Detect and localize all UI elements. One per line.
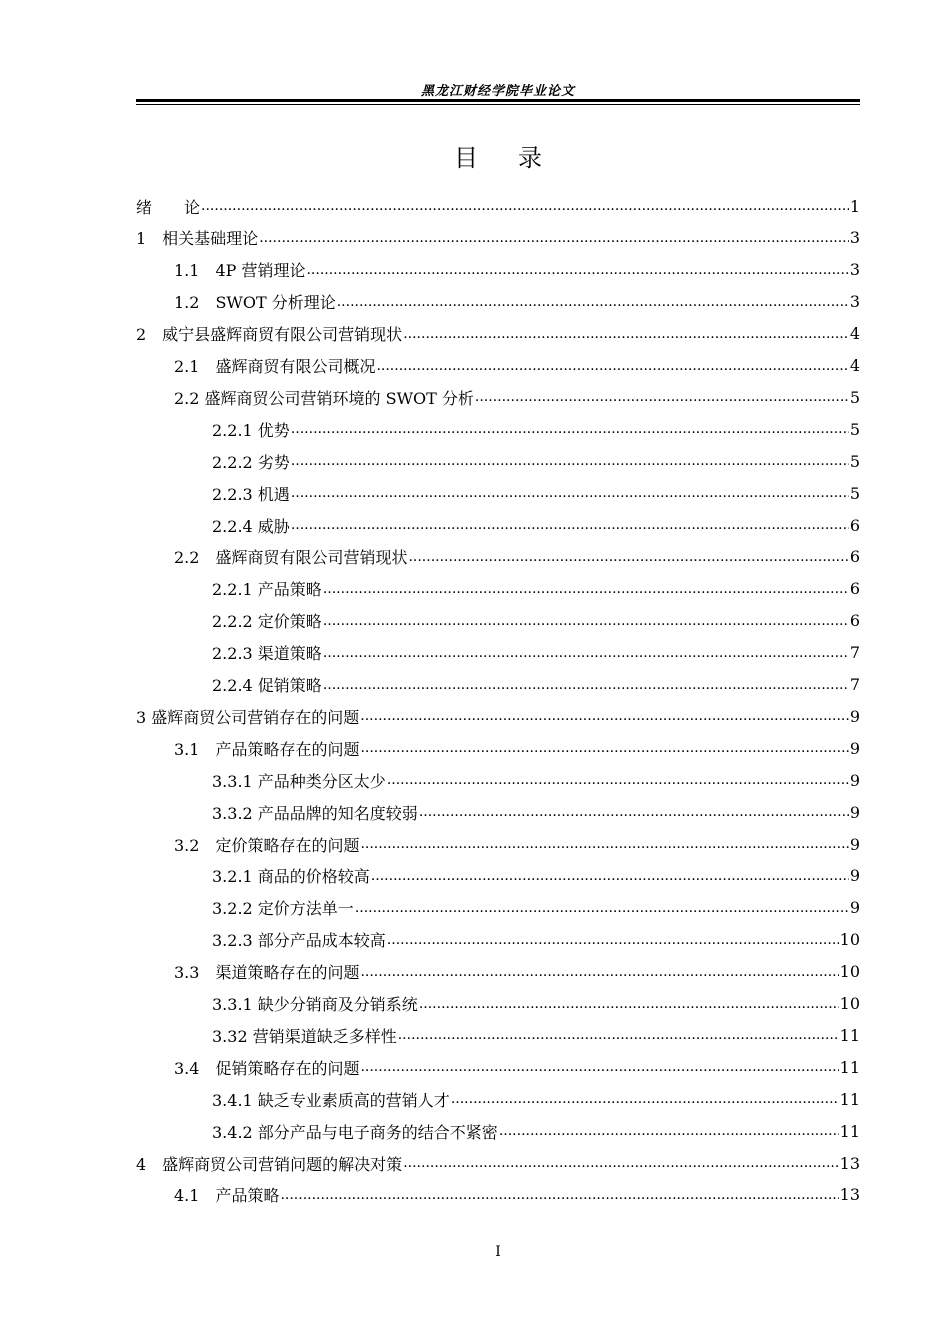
toc-entry-label: 4.1 产品策略 [174,1186,280,1206]
toc-entry-label: 2.2.2 劣势 [212,452,290,472]
toc-entry-label: 1 相关基础理论 [136,229,259,249]
toc-entry-page: 5 [849,451,860,471]
toc-entry-page: 4 [849,356,860,375]
toc-dot-leader [360,965,838,979]
toc-entry[interactable] [136,573,860,605]
toc-entry[interactable] [136,381,860,413]
toc-entry-label: 3.3.1 产品种类分区太少 [212,771,386,791]
toc-entry[interactable] [136,1019,860,1051]
toc-entry[interactable] [136,764,860,796]
toc-entry-label: 2.2.3 渠道策略 [212,644,322,664]
toc-dot-leader [475,390,849,404]
toc-entry[interactable] [136,318,860,350]
toc-entry-page: 9 [849,706,860,726]
toc-entry-label: 4 盛辉商贸公司营销问题的解决对策 [136,1154,403,1174]
toc-entry-page: 10 [839,930,860,950]
toc-entry-label: 2.2.1 优势 [212,420,290,440]
toc-entry-label: 3.2.2 定价方法单一 [212,899,354,919]
toc-entry-page: 9 [849,834,860,854]
toc-entry[interactable] [136,1051,860,1083]
toc-entry[interactable] [136,828,860,860]
toc-entry-label: 2.2.3 机遇 [212,484,290,504]
toc-entry[interactable] [136,190,860,222]
toc-dot-leader [408,550,848,564]
toc-entry-label: 3.3 渠道策略存在的问题 [174,963,360,983]
toc-entry[interactable] [136,956,860,988]
toc-entry-label: 3.3.2 产品品牌的知名度较弱 [212,803,418,823]
header-rule-thick [136,99,860,102]
toc-entry-label: 2.2.2 定价策略 [212,612,322,632]
toc-entry[interactable] [136,860,860,892]
toc-entry-page: 11 [839,1025,860,1045]
toc-dot-leader [403,1156,838,1170]
toc-entry[interactable] [136,1179,860,1211]
toc-entry[interactable] [136,413,860,445]
toc-entry-page: 1 [849,196,860,216]
toc-entry-label: 1.1 4P 营销理论 [174,261,306,281]
toc-entry-label: 3 盛辉商贸公司营销存在的问题 [136,707,360,727]
toc-dot-leader [337,295,849,309]
toc-entry-page: 7 [849,675,860,694]
toc-entry[interactable] [136,445,860,477]
toc-dot-leader [323,582,849,596]
toc-entry[interactable] [136,700,860,732]
toc-entry-page: 5 [849,387,860,407]
toc-entry[interactable] [136,892,860,924]
toc-entry-page: 6 [849,579,860,599]
toc-entry[interactable] [136,1147,860,1179]
toc-dot-leader [291,486,849,500]
toc-entry-label: 3.4.1 缺乏专业素质高的营销人才 [212,1090,450,1110]
toc-entry-label: 2.2.1 产品策略 [212,580,322,600]
toc-dot-leader [360,709,849,723]
toc-dot-leader [323,614,849,628]
toc-entry-label: 2.2 盛辉商贸公司营销环境的 SWOT 分析 [174,388,474,408]
toc-entry-label: 2 威宁县盛辉商贸有限公司营销现状 [136,325,403,345]
toc-entry-page: 4 [849,324,860,344]
toc-entry-label: 2.2.4 促销策略 [212,676,322,695]
toc-title: 目录 [454,144,582,172]
toc-entry[interactable] [136,541,860,573]
toc-dot-leader [306,263,848,277]
toc-dot-leader [291,454,849,468]
toc-dot-leader [291,422,849,436]
toc-entry[interactable] [136,350,860,382]
toc-entry-label: 绪 论 [136,197,201,217]
toc-dot-leader [387,933,839,947]
toc-entry-label: 3.4.2 部分产品与电子商务的结合不紧密 [212,1122,498,1142]
toc-entry[interactable] [136,477,860,509]
toc-entry-label: 3.2 定价策略存在的问题 [174,835,360,855]
toc-dot-leader [323,678,849,692]
header-rule-thin [136,104,860,105]
toc-dot-leader [360,1060,838,1074]
toc-entry[interactable] [136,1115,860,1147]
toc-entry-label: 3.4 促销策略存在的问题 [174,1058,360,1078]
toc-dot-leader [387,773,849,787]
toc-entry-page: 9 [849,866,860,886]
toc-entry[interactable] [136,924,860,956]
toc-entry-page: 10 [839,994,860,1013]
toc-entry-page: 10 [839,962,860,982]
toc-entry-label: 3.32 营销渠道缺乏多样性 [212,1026,397,1046]
page-number: I [495,1244,501,1260]
toc-dot-leader [323,646,849,660]
toc-entry[interactable] [136,254,860,286]
toc-entry-page: 6 [849,515,860,535]
toc-entry[interactable] [136,796,860,828]
toc-entry[interactable] [136,286,860,318]
toc-entry-page: 5 [849,419,860,439]
toc-entry-page: 6 [849,547,860,567]
toc-entry[interactable] [136,988,860,1020]
toc-entry-label: 1.2 SWOT 分析理论 [174,293,336,313]
toc-entry-page: 3 [849,260,860,280]
toc-entry-page: 9 [849,770,860,790]
toc-entry[interactable] [136,732,860,764]
toc-entry[interactable] [136,669,860,701]
header-title: 黑龙江财经学院毕业论文 [420,84,575,99]
toc-entry-page: 13 [839,1153,860,1173]
toc-entry-label: 2.1 盛辉商贸有限公司概况 [174,357,376,376]
toc-dot-leader [398,1028,839,1042]
toc-dot-leader [291,518,849,532]
toc-dot-leader [355,901,849,915]
toc-entry-label: 3.3.1 缺少分销商及分销系统 [212,995,418,1014]
toc-dot-leader [371,869,849,883]
toc-entry-page: 11 [839,1121,860,1141]
toc-dot-leader [376,359,848,373]
toc-entry-page: 5 [849,483,860,503]
toc-entry-page: 9 [849,898,860,918]
toc-entry[interactable] [136,637,860,669]
toc-dot-leader [403,327,849,341]
toc-entry[interactable] [136,509,860,541]
toc-entry-label: 3.2.1 商品的价格较高 [212,867,370,887]
toc-entry-page: 3 [849,228,860,248]
toc-entry-label: 3.2.3 部分产品成本较高 [212,931,386,951]
toc-entry-page: 13 [839,1185,860,1205]
toc-dot-leader [499,1124,839,1138]
toc-entry-page: 7 [849,643,860,663]
toc-dot-leader [360,837,848,851]
toc-dot-leader [259,231,849,245]
toc-entry-label: 3.1 产品策略存在的问题 [174,739,360,759]
toc-entry[interactable] [136,1083,860,1115]
toc-entry-page: 6 [849,611,860,631]
toc-dot-leader [419,805,849,819]
toc-dot-leader [201,199,849,213]
toc-entry-page: 9 [849,802,860,822]
toc-entry-page: 3 [849,292,860,312]
toc-entry-label: 2.2.4 威胁 [212,516,290,536]
toc-entry-page: 9 [849,738,860,758]
toc-entry[interactable] [136,222,860,254]
toc-dot-leader [280,1188,838,1202]
toc-entry-label: 2.2 盛辉商贸有限公司营销现状 [174,548,408,568]
toc-entry-page: 11 [839,1089,860,1109]
toc-entry[interactable] [136,605,860,637]
toc-dot-leader [451,1092,839,1106]
toc-entry-page: 11 [839,1057,860,1077]
toc-dot-leader [360,741,848,755]
toc-dot-leader [419,997,839,1011]
